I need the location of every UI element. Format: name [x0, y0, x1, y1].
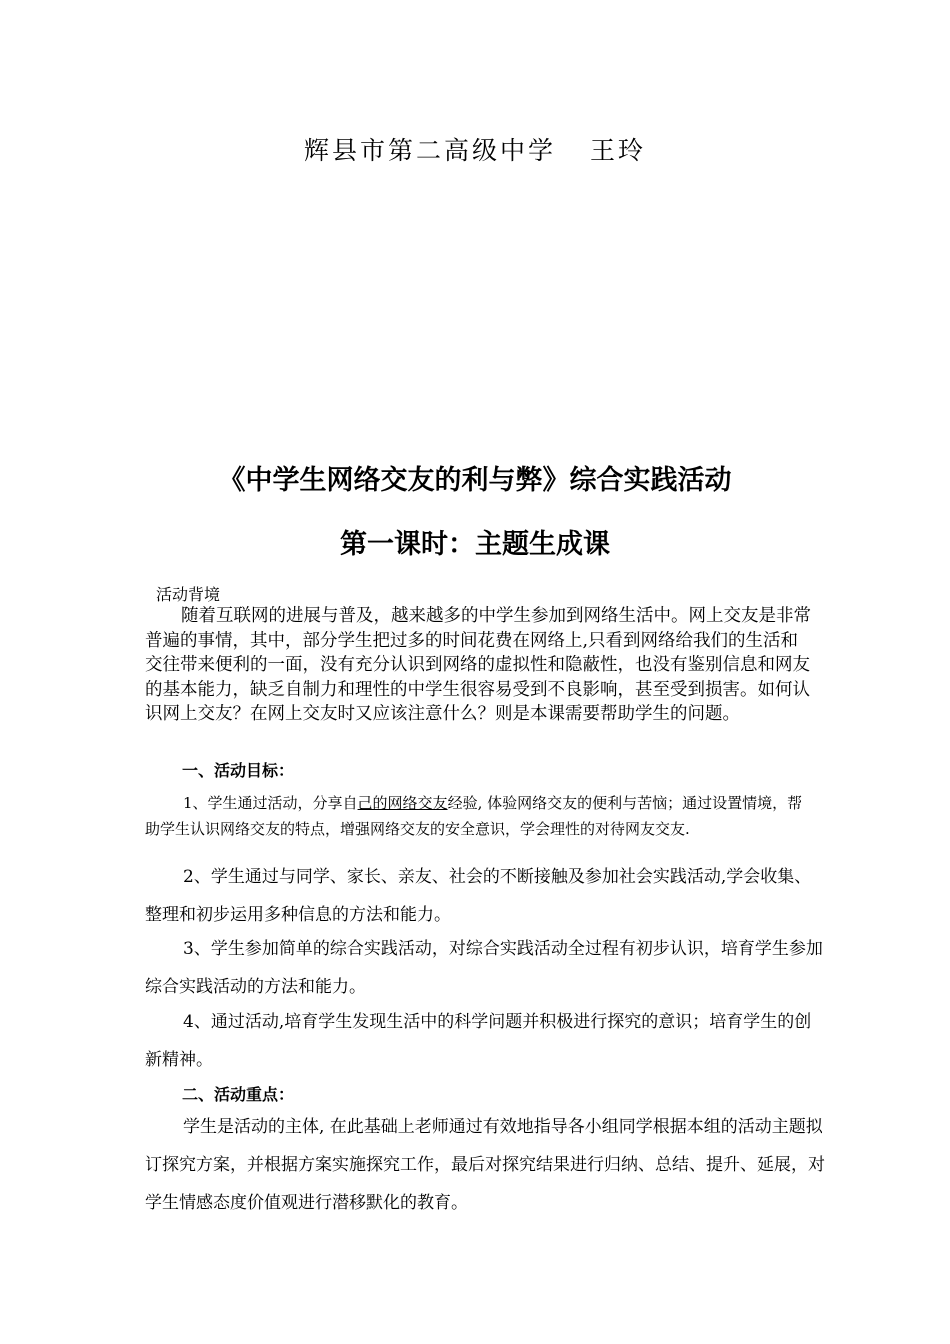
- school-name: 辉县市第二高级中学: [303, 136, 556, 165]
- background-paragraph: 随着互联网的进展与普及，越来越多的中学生参加到网络生活中。网上交友是非常普遍的事情，其中，部分学生把过多的时间花费在网络上,只看到网络给我们的生活和交往带来便利的一面，没有充分认识到网络的虚拟性和隐蔽性，也没有鉴别信息和网友的基本能力，缺乏自制力和理性的中学生很容易受到不良影响，甚至受到损害。如何认识网上交友？在网上交友时又应该注意什么？则是本课需要帮助学生的问题。: [145, 606, 811, 724]
- goal-item-1-post: 经验, 体验网络交友的便利与苦恼；通过设置情境，帮助学生认识网络交友的特点，增强网络交友的安全意识，学会理性的对待网友交友.: [145, 794, 803, 838]
- goals-heading: 一、活动目标：: [182, 761, 295, 780]
- goal-item-3: 3、学生参加简单的综合实践活动，对综合实践活动全过程有初步认识，培育学生参加综合实践活动的方法和能力。: [145, 939, 823, 997]
- focus-heading: 二、活动重点：: [182, 1085, 295, 1104]
- author-line: [0, 131, 950, 167]
- document-title: 《中学生网络交友的利与弊》综合实践活动: [218, 465, 732, 496]
- focus-paragraph: 学生是活动的主体, 在此基础上老师通过有效地指导各小组同学根据本组的活动主题拟订探究方案，并根据方案实施探究工作，最后对探究结果进行归纳、总结、提升、延展，对学生情感态度价值观进行潜移默化的教育。: [145, 1117, 825, 1213]
- background-label: 活动背境: [156, 585, 221, 604]
- goal-item-1-underlined: 己的网络交友: [357, 794, 448, 812]
- author-name: 王玲: [590, 136, 647, 165]
- document-subtitle: 第一课时：主题生成课: [340, 529, 610, 560]
- goal-item-1: [145, 790, 815, 842]
- goal-item-4: 4、通过活动,培育学生发现生活中的科学问题并积极进行探究的意识；培育学生的创新精神。: [145, 1012, 812, 1070]
- goal-item-1-pre: 1、学生通过活动，分享自: [183, 794, 358, 812]
- goal-item-2: 2、学生通过与同学、家长、亲友、社会的不断接触及参加社会实践活动,学会收集、整理和初步运用多种信息的方法和能力。: [145, 867, 812, 925]
